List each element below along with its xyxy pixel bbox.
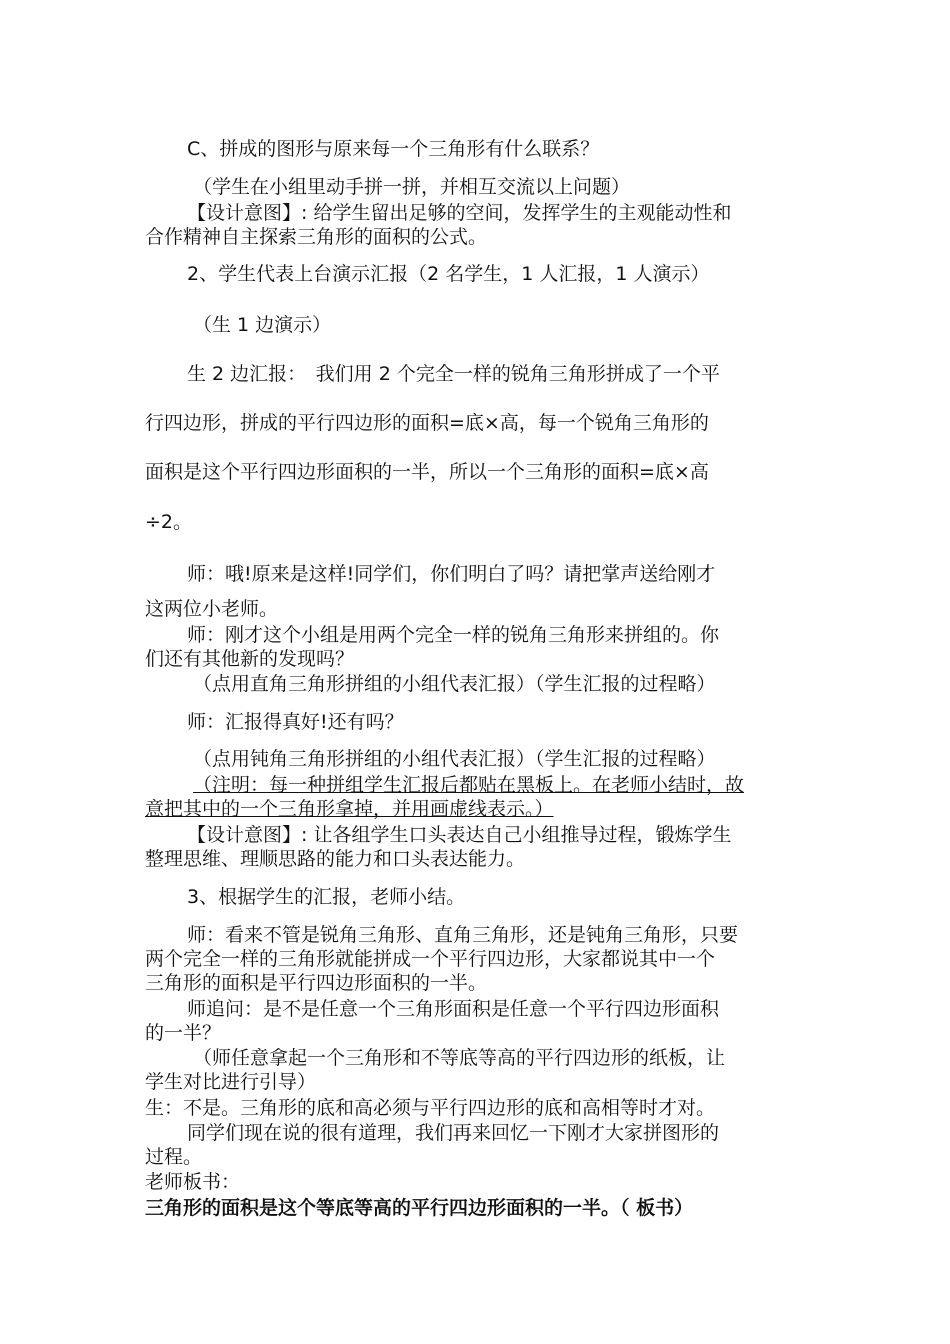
question-c: C、拼成的图形与原来每一个三角形有什么联系？ — [187, 138, 600, 160]
board-writing-label: 老师板书： — [145, 1171, 241, 1193]
student-activity-note: （学生在小组里动手拼一拼，并相互交流以上问题） — [193, 176, 631, 198]
teacher-summary-line-2: 两个完全一样的三角形就能拼成一个平行四边形，大家都说其中一个 — [145, 948, 716, 970]
teacher-followup-line-1: 师追问：是不是任意一个三角形面积是任意一个平行四边形面积 — [187, 998, 720, 1020]
teacher-demo-line-1: （师任意拿起一个三角形和不等底等高的平行四边形的纸板，让 — [193, 1047, 726, 1069]
teacher-recall-line-1: 同学们现在说的很有道理，我们再来回忆一下刚才大家拼图形的 — [187, 1122, 720, 1144]
design-intent-1-line-2: 合作精神自主探索三角形的面积的公式。 — [145, 226, 488, 248]
student-2-report-line-4: ÷2。 — [145, 511, 193, 533]
obtuse-triangle-report: （点用钝角三角形拼组的小组代表汇报）（学生汇报的过程略） — [193, 748, 716, 770]
annotation-line-1: （注明：每一种拼组学生汇报后都贴在黑板上。在老师小结时，故 — [193, 774, 745, 796]
design-intent-2-line-2: 整理思维、理顺思路的能力和口头表达能力。 — [145, 848, 526, 870]
step-2-heading: 2、学生代表上台演示汇报（2 名学生，1 人汇报，1 人演示） — [187, 263, 710, 285]
teacher-remark-1-line-2: 这两位小老师。 — [145, 598, 279, 620]
annotation-line-2: 意把其中的一个三角形拿掉，并用画虚线表示。） — [145, 798, 554, 820]
student-answer: 生：不是。三角形的底和高必须与平行四边形的底和高相等时才对。 — [145, 1097, 716, 1119]
student-2-report-line-1: 生 2 边汇报： 我们用 2 个完全一样的锐角三角形拼成了一个平 — [187, 363, 720, 385]
board-writing-conclusion: 三角形的面积是这个等底等高的平行四边形面积的一半。（ 板书） — [145, 1197, 694, 1219]
teacher-praise: 师：汇报得真好!还有吗？ — [187, 711, 404, 733]
teacher-summary-line-1: 师：看来不管是锐角三角形、直角三角形，还是钝角三角形，只要 — [187, 924, 739, 946]
step-3-heading: 3、根据学生的汇报，老师小结。 — [187, 886, 466, 908]
teacher-followup-line-2: 的一半？ — [145, 1022, 222, 1044]
right-triangle-report: （点用直角三角形拼组的小组代表汇报）（学生汇报的过程略） — [193, 673, 716, 695]
teacher-remark-2-line-1: 师：刚才这个小组是用两个完全一样的锐角三角形来拼组的。你 — [187, 624, 720, 646]
teacher-recall-line-2: 过程。 — [145, 1146, 203, 1168]
student-2-report-line-2: 行四边形，拼成的平行四边形的面积=底×高，每一个锐角三角形的 — [145, 412, 709, 434]
teacher-remark-1-line-1: 师：哦!原来是这样!同学们，你们明白了吗？请把掌声送给刚才 — [187, 563, 716, 585]
teacher-summary-line-3: 三角形的面积是平行四边形面积的一半。 — [145, 972, 488, 994]
teacher-remark-2-line-2: 们还有其他新的发现吗？ — [145, 648, 355, 670]
design-intent-1-line-1: 【设计意图】: 给学生留出足够的空间，发挥学生的主观能动性和 — [187, 202, 732, 224]
teacher-demo-line-2: 学生对比进行引导） — [145, 1071, 317, 1093]
design-intent-2-line-1: 【设计意图】: 让各组学生口头表达自己小组推导过程，锻炼学生 — [187, 824, 732, 846]
student-1-demo: （生 1 边演示） — [193, 314, 332, 336]
student-2-report-line-3: 面积是这个平行四边形面积的一半，所以一个三角形的面积=底×高 — [145, 461, 709, 483]
